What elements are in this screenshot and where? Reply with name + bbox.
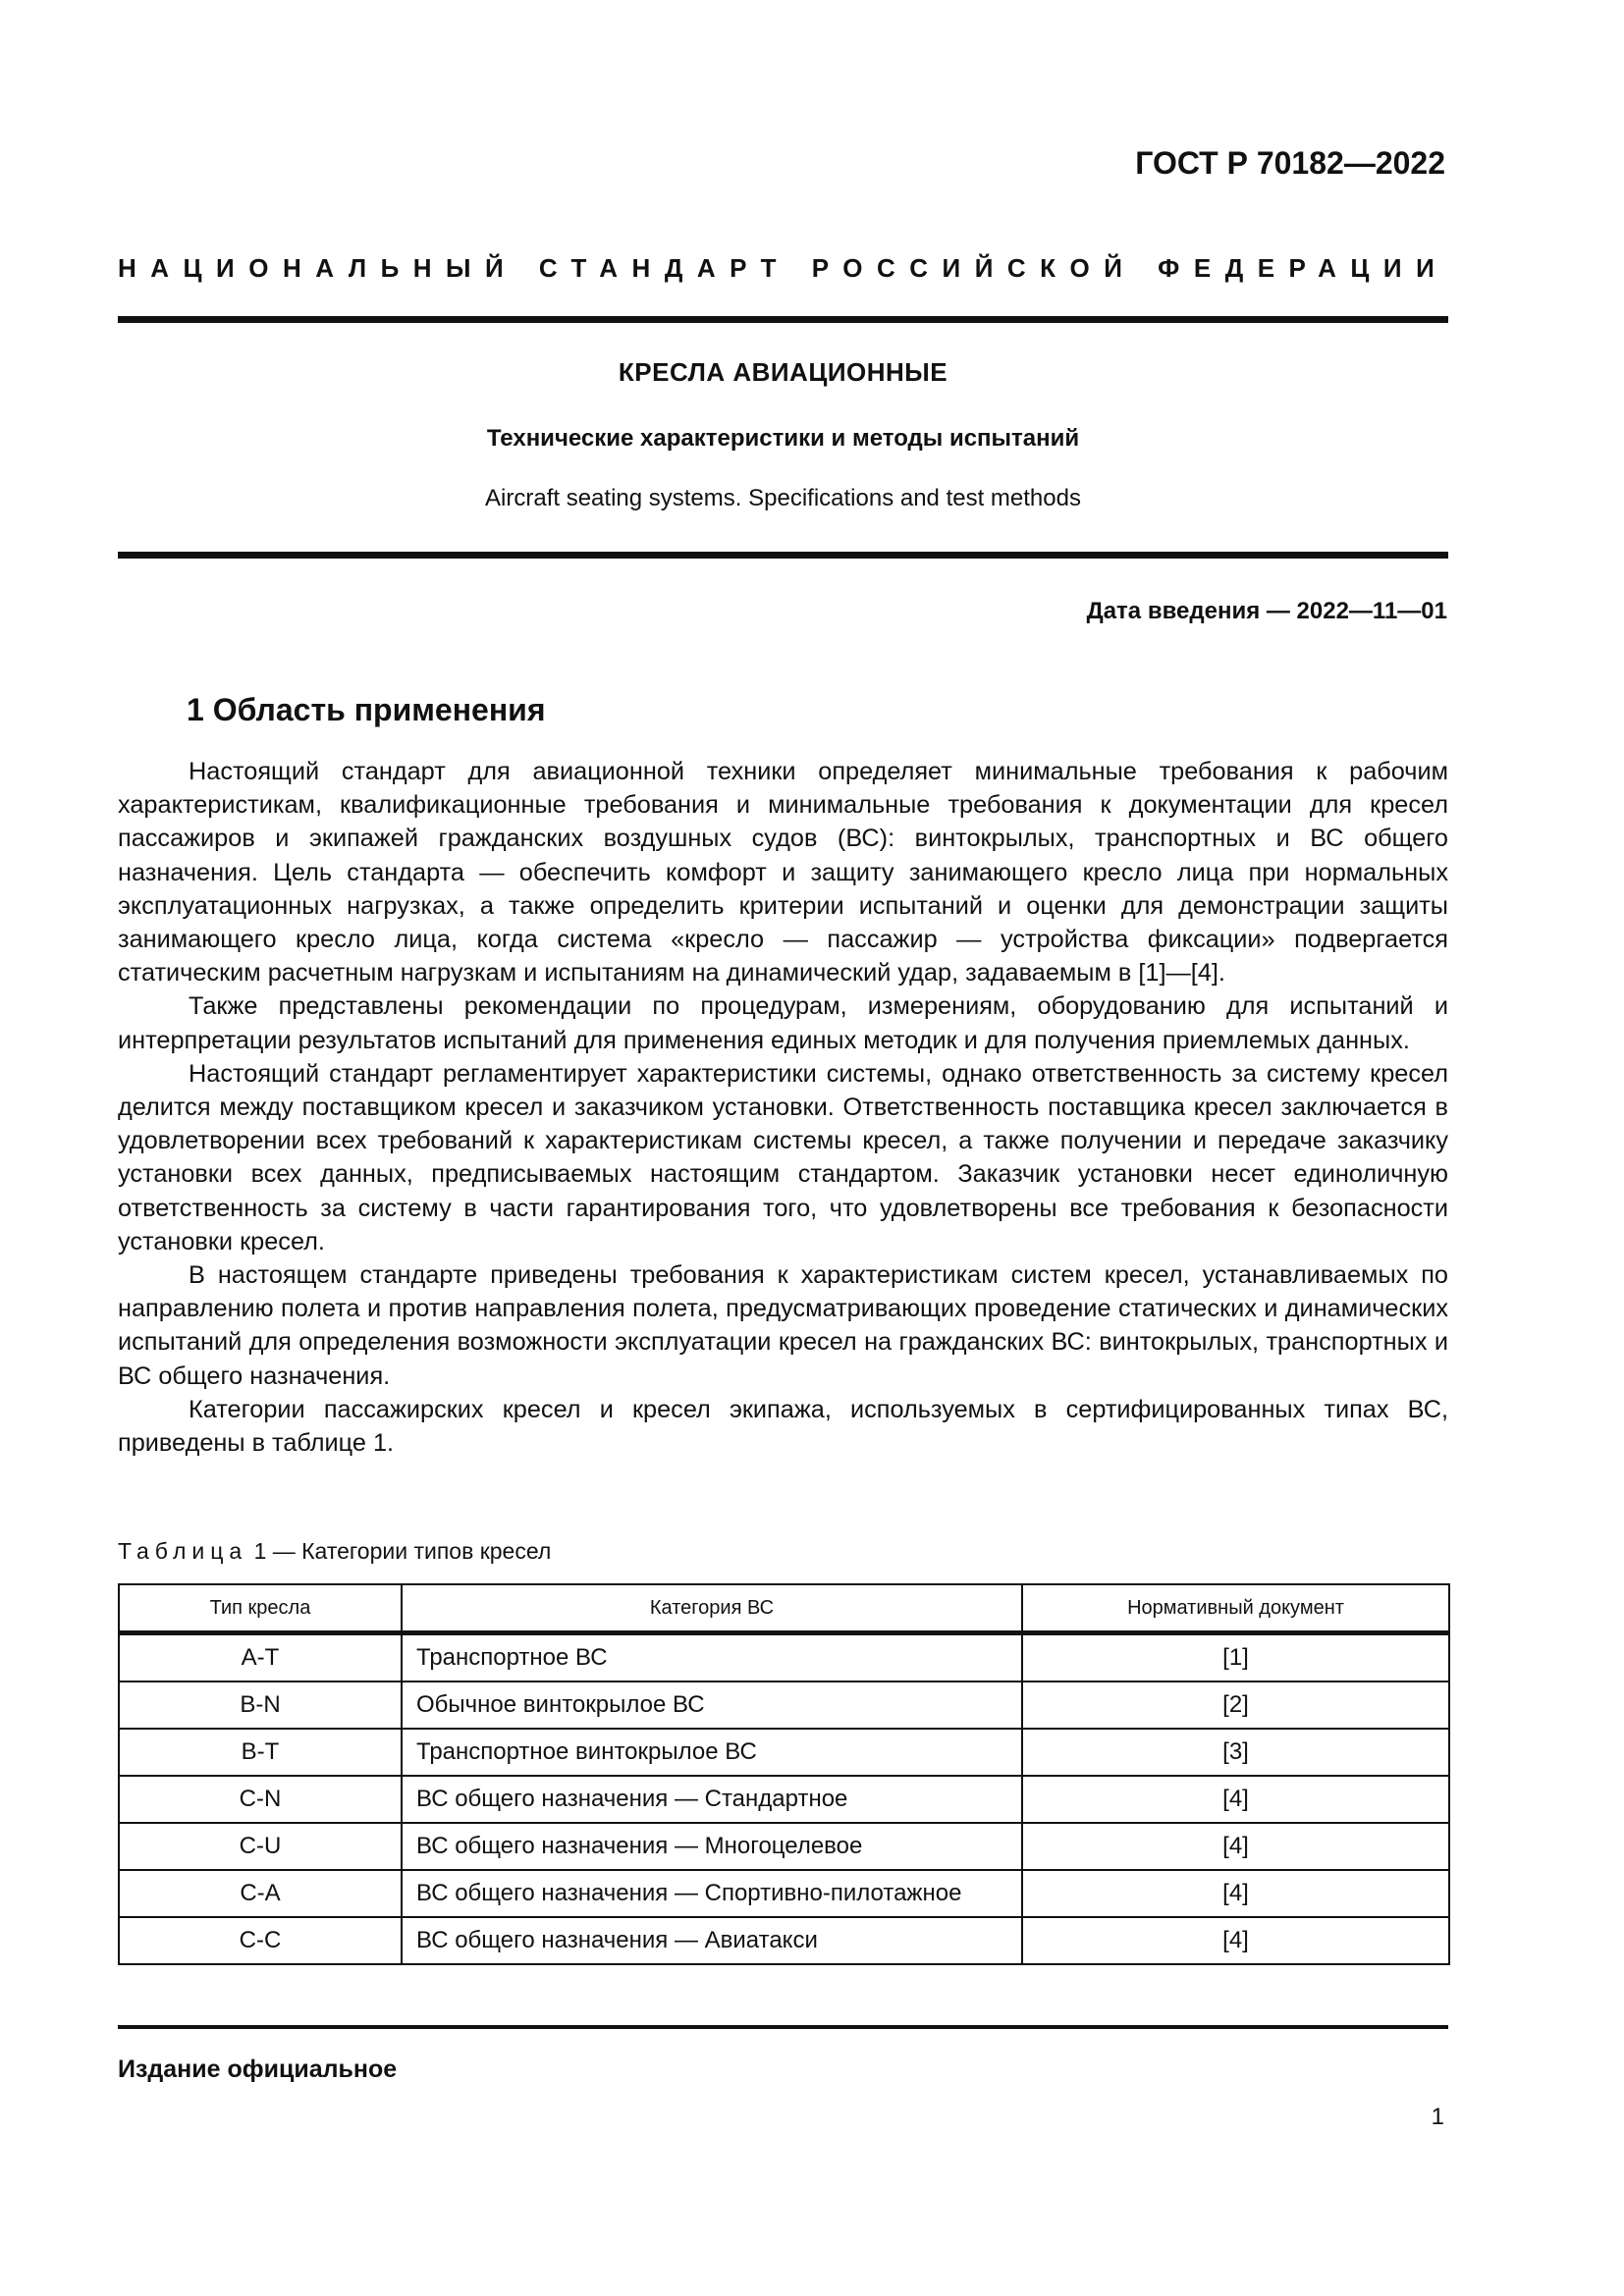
normative-document-cell: [1]: [1022, 1633, 1449, 1682]
column-header-normative-document: Нормативный документ: [1022, 1584, 1449, 1633]
aircraft-category-cell: ВС общего назначения — Авиатакси: [402, 1917, 1022, 1964]
section-body: [118, 755, 1448, 1460]
document-subtitle: Технические характеристики и методы испытаний: [486, 425, 1080, 452]
paragraph: Категории пассажирских кресел и кресел экипажа, используемых в сертифицированных типах ВС, приведены в таблице 1.: [118, 1395, 1448, 1458]
table-row: [119, 1776, 1449, 1823]
aircraft-category-cell: Транспортное винтокрылое ВС: [402, 1729, 1022, 1776]
introduction-date: Дата введения — 2022—11—01: [1086, 598, 1447, 624]
national-standard-title: НАЦИОНАЛЬНЫЙ СТАНДАРТ РОССИЙСКОЙ ФЕДЕРАЦИИ: [118, 253, 1449, 283]
column-header-aircraft-category: Категория ВС: [402, 1584, 1022, 1633]
table-row: [119, 1870, 1449, 1917]
paragraph: В настоящем стандарте приведены требования к характеристикам систем кресел, устанавливаемых по направлению полета и против направления полета, предусматривающих проведение статических и динамических испытаний для определения возможности эксплуатации кресел на гражданских ВС: винтокрылых, транспортных и ВС общего назначения.: [118, 1261, 1448, 1390]
seat-categories-table: [118, 1583, 1450, 1965]
normative-document-cell: [4]: [1022, 1917, 1449, 1964]
seat-type-cell: C-U: [119, 1823, 402, 1870]
seat-type-cell: C-C: [119, 1917, 402, 1964]
normative-document-cell: [4]: [1022, 1870, 1449, 1917]
seat-type-cell: B-N: [119, 1682, 402, 1729]
table-row: [119, 1633, 1449, 1682]
paragraph: Настоящий стандарт регламентирует характеристики системы, однако ответственность за систему кресел делится между поставщиком кресел и заказчиком установки. Ответственность поставщика кресел заключается в удовлетворении всех требований к характеристикам системы кресел, а также получении и передаче заказчику установки всех данных, предписываемых настоящим стандартом. Заказчик установки несет единоличную ответственность за систему в части гарантирования того, что удовлетворены все требования к безопасности установки кресел.: [118, 1059, 1448, 1255]
aircraft-category-cell: ВС общего назначения — Спортивно-пилотажное: [402, 1870, 1022, 1917]
table-caption: [118, 1538, 551, 1565]
document-english-title: Aircraft seating systems. Specifications and test methods: [485, 485, 1081, 511]
official-edition-label: Издание официальное: [118, 2056, 398, 2083]
normative-document-cell: [4]: [1022, 1776, 1449, 1823]
table-caption-text: 1 — Категории типов кресел: [247, 1538, 552, 1564]
gost-code: ГОСТ Р 70182—2022: [1135, 145, 1445, 181]
table-row: [119, 1823, 1449, 1870]
normative-document-cell: [4]: [1022, 1823, 1449, 1870]
seat-type-cell: B-T: [119, 1729, 402, 1776]
normative-document-cell: [2]: [1022, 1682, 1449, 1729]
top-divider: [118, 316, 1448, 323]
title-divider: [118, 552, 1448, 559]
table-caption-label: Таблица: [118, 1538, 248, 1564]
seat-type-cell: C-A: [119, 1870, 402, 1917]
seat-type-cell: A-T: [119, 1633, 402, 1682]
paragraph: Также представлены рекомендации по процедурам, измерениям, оборудованию для испытаний и интерпретации результатов испытаний для применения единых методик и для получения приемлемых данных.: [118, 992, 1448, 1054]
footer-divider: [118, 2025, 1448, 2029]
section-heading: 1 Область применения: [187, 692, 546, 727]
normative-document-cell: [3]: [1022, 1729, 1449, 1776]
page-number: 1: [1431, 2104, 1444, 2130]
table-row: [119, 1729, 1449, 1776]
document-title: КРЕСЛА АВИАЦИОННЫЕ: [618, 357, 948, 387]
table-header-row: [119, 1584, 1449, 1633]
seat-type-cell: C-N: [119, 1776, 402, 1823]
table-row: [119, 1682, 1449, 1729]
aircraft-category-cell: Транспортное ВС: [402, 1633, 1022, 1682]
aircraft-category-cell: ВС общего назначения — Стандартное: [402, 1776, 1022, 1823]
column-header-seat-type: Тип кресла: [119, 1584, 402, 1633]
table-row: [119, 1917, 1449, 1964]
aircraft-category-cell: ВС общего назначения — Многоцелевое: [402, 1823, 1022, 1870]
aircraft-category-cell: Обычное винтокрылое ВС: [402, 1682, 1022, 1729]
paragraph: Настоящий стандарт для авиационной техники определяет минимальные требования к рабочим характеристикам, квалификационные требования и минимальные требования к документации для кресел пассажиров и экипажей гражданских воздушных судов (ВС): винтокрылых, транспортных и ВС общего назначения. Цель стандарта — обеспечить комфорт и защиту занимающего кресло лица при нормальных эксплуатационных нагрузках, а также определить критерии испытаний и оценки для демонстрации защиты занимающего кресло лица, когда система «кресло — пассажир — устройства фиксации» подвергается статическим расчетным нагрузкам и испытаниям на динамический удар, задаваемым в [1]—[4].: [118, 758, 1448, 988]
